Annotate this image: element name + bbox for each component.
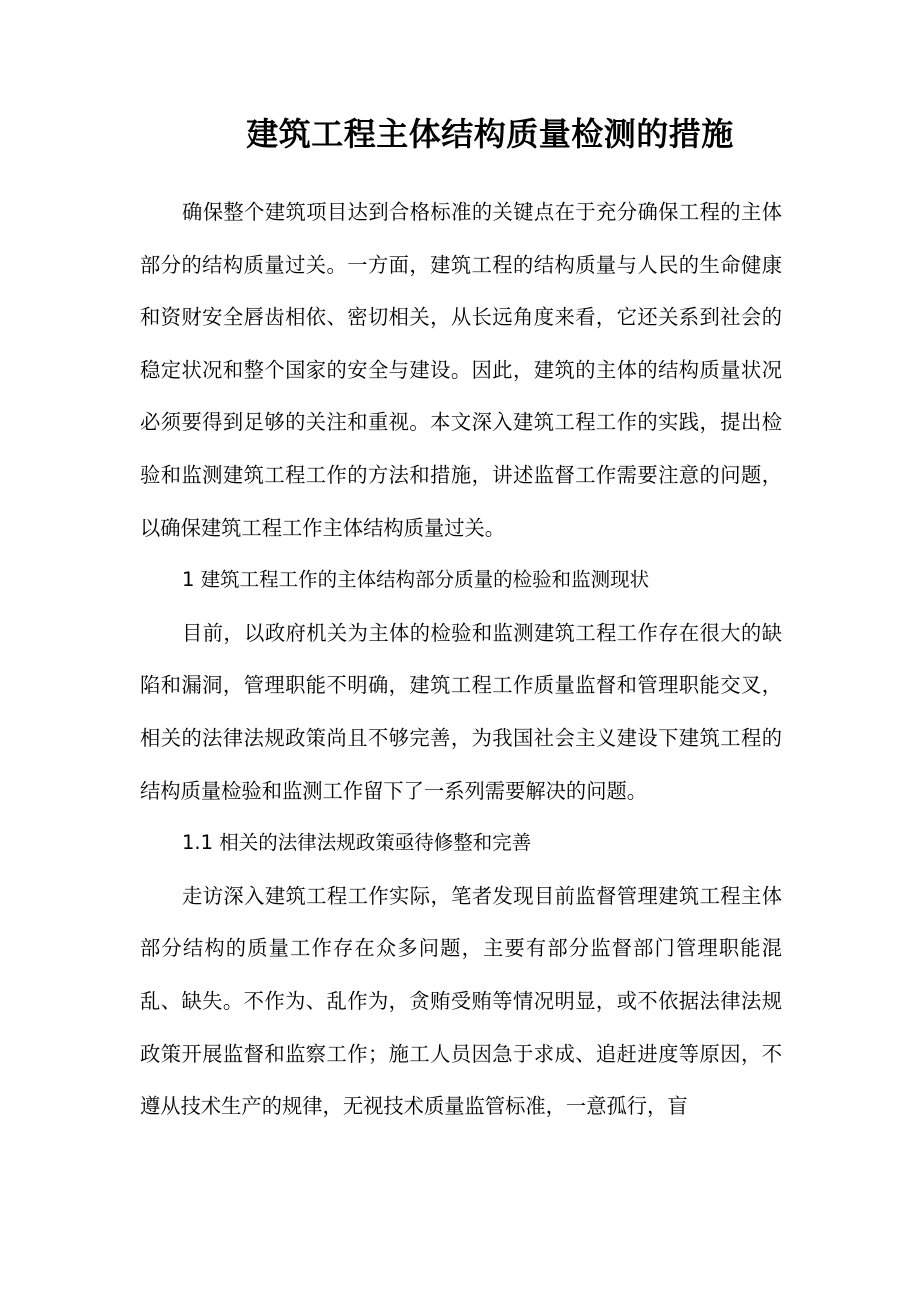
document-body (140, 186, 782, 1133)
document-title: 建筑工程主体结构质量检测的措施 (246, 115, 734, 153)
body-paragraph: 走访深入建筑工程工作实际，笔者发现目前监督管理建筑工程主体部分结构的质量工作存在众多问题，主要有部分监督部门管理职能混乱、缺失。不作为、乱作为，贪贿受贿等情况明显，或不依据法律法规政策开展监督和监察工作；施工人员因急于求成、追赶进度等原因，不遵从技术生产的规律，无视技术质量监管标准，一意孤行，盲 (140, 883, 782, 1119)
subsection-heading: 1.1 相关的法律法规政策亟待修整和完善 (182, 831, 532, 855)
section-heading: 1 建筑工程工作的主体结构部分质量的检验和监测现状 (182, 568, 650, 592)
body-paragraph: 确保整个建筑项目达到合格标准的关键点在于充分确保工程的主体部分的结构质量过关。一方面，建筑工程的结构质量与人民的生命健康和资财安全唇齿相依、密切相关，从长远角度来看，它还关系到社会的稳定状况和整个国家的安全与建设。因此，建筑的主体的结构质量状况必须要得到足够的关注和重视。本文深入建筑工程工作的实践，提出检验和监测建筑工程工作的方法和措施，讲述监督工作需要注意的问题，以确保建筑工程工作主体结构质量过关。 (140, 200, 782, 540)
body-paragraph: 目前，以政府机关为主体的检验和监测建筑工程工作存在很大的缺陷和漏洞，管理职能不明确，建筑工程工作质量监督和管理职能交叉，相关的法律法规政策尚且不够完善，为我国社会主义建设下建筑工程的结构质量检验和监测工作留下了一系列需要解决的问题。 (140, 620, 782, 803)
